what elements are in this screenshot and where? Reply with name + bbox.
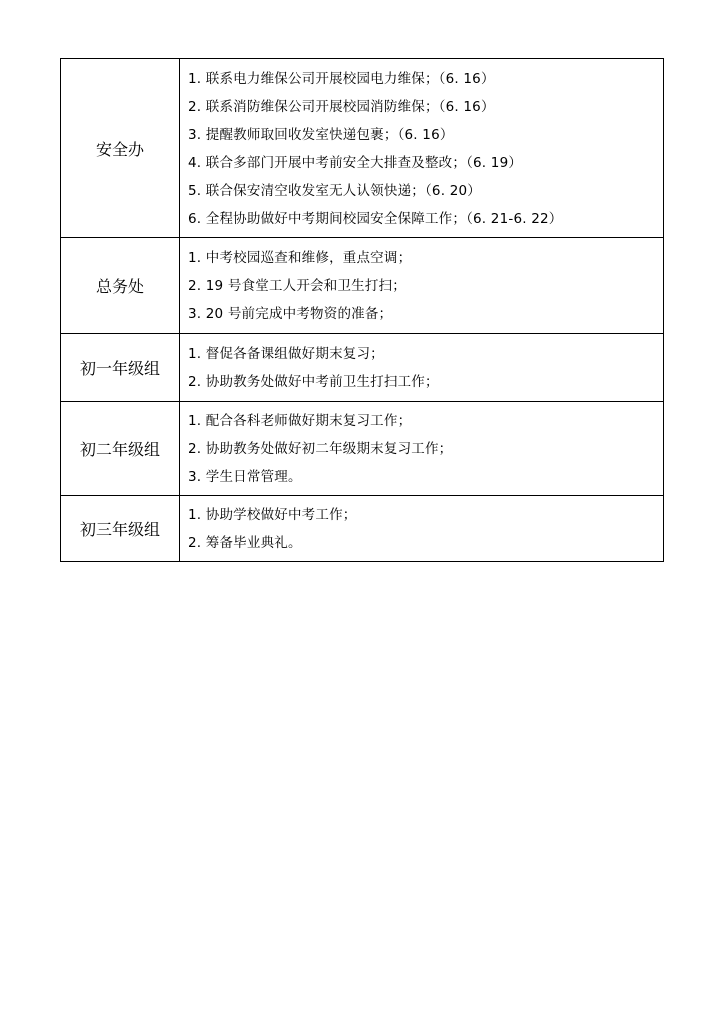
task-item: 5. 联合保安清空收发室无人认领快递；（6. 20） <box>188 182 481 199</box>
task-item: 2. 协助教务处做好初二年级期末复习工作； <box>188 441 453 457</box>
task-item: 3. 20 号前完成中考物资的准备； <box>188 306 393 322</box>
work-plan-table <box>60 58 664 562</box>
task-item: 1. 协助学校做好中考工作； <box>188 507 357 523</box>
task-item: 2. 19 号食堂工人开会和卫生打扫； <box>188 278 406 294</box>
task-item: 6. 全程协助做好中考期间校园安全保障工作；（6. 21-6. 22） <box>188 210 563 227</box>
task-list-cell <box>180 402 664 496</box>
task-item: 2. 筹备毕业典礼。 <box>188 535 302 551</box>
department-cell: 初三年级组 <box>61 496 180 562</box>
department-cell: 总务处 <box>61 238 180 334</box>
task-item: 2. 联系消防维保公司开展校园消防维保；（6. 16） <box>188 98 495 115</box>
department-cell: 初二年级组 <box>61 402 180 496</box>
task-item: 4. 联合多部门开展中考前安全大排查及整改；（6. 19） <box>188 154 523 171</box>
task-item: 2. 协助教务处做好中考前卫生打扫工作； <box>188 374 439 390</box>
table-row-grade-nine <box>61 496 664 562</box>
task-list-cell <box>180 334 664 402</box>
task-item: 1. 督促各备课组做好期末复习； <box>188 346 384 362</box>
table-row-grade-seven <box>61 334 664 402</box>
task-item: 1. 配合各科老师做好期末复习工作； <box>188 413 412 429</box>
task-item: 3. 学生日常管理。 <box>188 469 302 485</box>
department-cell: 安全办 <box>61 59 180 238</box>
task-item: 3. 提醒教师取回收发室快递包裹；（6. 16） <box>188 126 454 143</box>
task-item: 1. 联系电力维保公司开展校园电力维保；（6. 16） <box>188 70 495 87</box>
task-list-cell <box>180 59 664 238</box>
task-item: 1. 中考校园巡查和维修，重点空调； <box>188 250 412 266</box>
table-row-general-affairs <box>61 238 664 334</box>
task-list-cell <box>180 238 664 334</box>
table-row-grade-eight <box>61 402 664 496</box>
table-row-safety-office <box>61 59 664 238</box>
department-cell: 初一年级组 <box>61 334 180 402</box>
task-list-cell <box>180 496 664 562</box>
